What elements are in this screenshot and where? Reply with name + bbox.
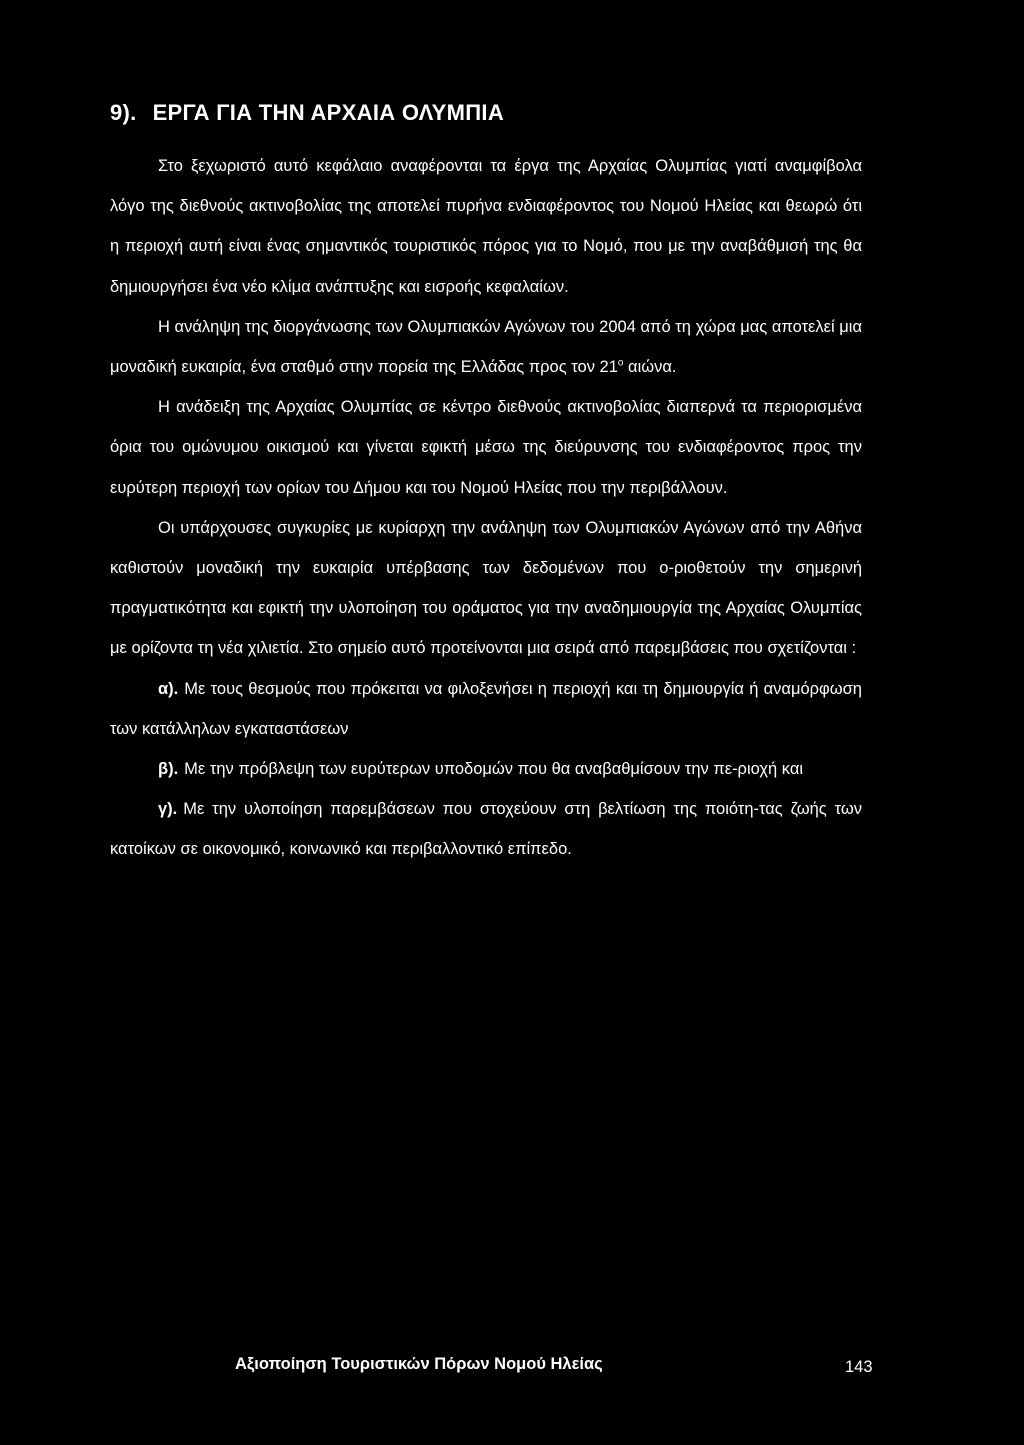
- list-item-text: Με την πρόβλεψη των ευρύτερων υποδομών που θα αναβαθμίσουν την πε-ριοχή και: [184, 760, 804, 779]
- footer-title: Αξιοποίηση Τουριστικών Πόρων Νομού Ηλείας: [235, 1355, 603, 1373]
- list-item-a: [110, 669, 862, 749]
- section-title: ΕΡΓΑ ΓΙΑ ΤΗΝ ΑΡΧΑΙΑ ΟΛΥΜΠΙΑ: [152, 100, 505, 125]
- body-text: [110, 146, 862, 870]
- paragraph-circumstances: Οι υπάρχουσες συγκυρίες με κυρίαρχη την ανάληψη των Ολυμπιακών Αγώνων από την Αθήνα καθιστούν μοναδική την ευκαιρία υπέρβασης των δεδομένων που ο-ριοθετούν την σημερινή πραγματικότητα και εφικτή την υλοποίηση του οράματος για την αναδημιουργία της Αρχαίας Ολυμπίας με ορίζοντα τη νέα χιλιετία. Στο σημείο αυτό προτείνονται μια σειρά από παρεμβάσεις που σχετίζονται :: [110, 518, 862, 658]
- list-item-text: Με την υλοποίηση παρεμβάσεων που στοχεύουν στη βελτίωση της ποιότη-τας ζωής των κατοίκων σε οικονομικό, κοινωνικό και περιβαλλοντικό επίπεδο.: [110, 800, 862, 859]
- paragraph-showcase: Η ανάδειξη της Αρχαίας Ολυμπίας σε κέντρο διεθνούς ακτινοβολίας διαπερνά τα περιορισμένα όρια του ομώνυμου οικισμού και γίνεται εφικτή μέσω της διεύρυνσης του ενδιαφέροντος προς την ευρύτερη περιοχή των ορίων του Δήμου και του Νομού Ηλείας που την περιβάλλουν.: [110, 398, 862, 497]
- list-item-label: γ).: [158, 800, 178, 819]
- page-number: 143: [845, 1358, 873, 1376]
- paragraph-olympics-2004: Η ανάληψη της διοργάνωσης των Ολυμπιακών Αγώνων του 2004 από τη χώρα μας αποτελεί μια μοναδική ευκαιρία, ένα σταθμό στην πορεία της Ελλάδας προς τον $21^o$ αιώνα.: [110, 317, 862, 377]
- list-item-b: [110, 749, 862, 789]
- section-heading: [110, 100, 504, 126]
- list-item-label: β).: [158, 760, 179, 779]
- section-number: 9).: [110, 100, 137, 125]
- list-item-label: α).: [158, 679, 179, 698]
- list-item-text: Με τους θεσμούς που πρόκειται να φιλοξενήσει η περιοχή και τη δημιουργία ή αναμόρφωση των κατάλληλων εγκαταστάσεων: [110, 679, 862, 738]
- paragraph-intro: Στο ξεχωριστό αυτό κεφάλαιο αναφέρονται τα έργα της Αρχαίας Ολυμπίας γιατί αναμφίβολα λόγο της διεθνούς ακτινοβολίας της αποτελεί πυρήνα ενδιαφέροντος του Νομού Ηλείας και θεωρώ ότι η περιοχή αυτή είναι ένας σημαντικός τουριστικός πόρος για το Νομό, που με την αναβάθμισή της θα δημιουργήσει ένα νέο κλίμα ανάπτυξης και εισροής κεφαλαίων.: [110, 157, 862, 296]
- list-item-c: [110, 789, 862, 869]
- page-footer: [0, 1355, 1024, 1385]
- ordinal-superscript: ο: [617, 357, 624, 369]
